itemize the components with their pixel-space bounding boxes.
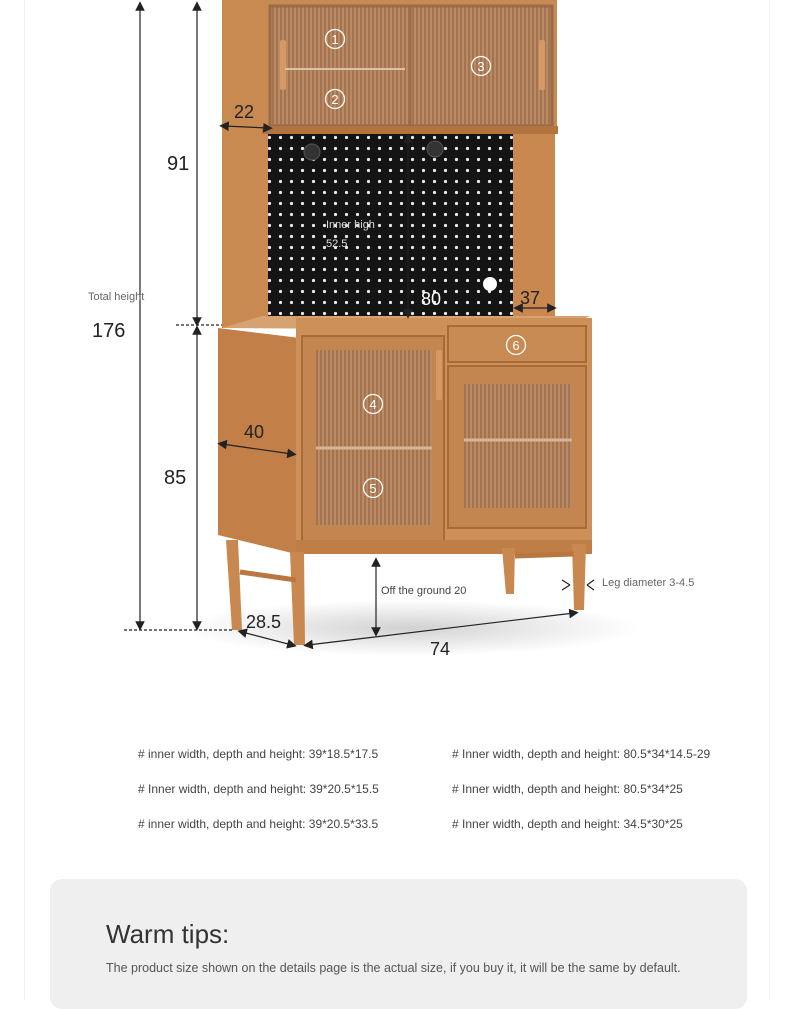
spec-row-1-left: # inner width, depth and height: 39*18.5*17.5: [138, 747, 379, 761]
marker-number: 4: [369, 397, 377, 412]
door-handle: [539, 40, 545, 90]
leg: [572, 544, 586, 610]
leg-diameter-text: Leg diameter 3-4.5: [602, 577, 695, 589]
lower-height-value: 85: [164, 467, 187, 489]
inner-high-label: Inner high: [326, 219, 375, 231]
marker-number: 6: [512, 338, 520, 353]
ground-clearance-label: [381, 585, 466, 597]
marker-number: 2: [331, 92, 339, 107]
door-handle: [436, 350, 442, 400]
spec-row-2-left: # Inner width, depth and height: 39*20.5*15.5: [138, 782, 379, 796]
lower-depth-value: 40: [244, 422, 265, 442]
upper-side-value: 37: [520, 288, 541, 308]
spec-row-2-right: # Inner width, depth and height: 80.5*34*25: [452, 782, 683, 796]
spec-row-3-left: # inner width, depth and height: 39*20.5*33.5: [138, 817, 379, 831]
total-height-value: 176: [92, 320, 126, 342]
warm-tips-title: Warm tips:: [106, 919, 230, 949]
upper-width-value: 80: [421, 289, 442, 309]
warm-tips-text: The product size shown on the details page is the actual size, if you buy it, it will be the same by default.: [106, 961, 681, 975]
glass-door-lower-left: [316, 350, 432, 525]
inner-high-value: 52.5: [326, 238, 348, 250]
door-handle: [280, 40, 286, 90]
warm-tips-box: [50, 879, 747, 1009]
light-switch: [483, 277, 497, 291]
upper-height-value: 91: [167, 153, 190, 175]
lower-width-value: 74: [430, 639, 451, 659]
marker-number: 3: [477, 59, 485, 74]
upper-hutch: [222, 0, 590, 330]
ground-clearance-text: Off the ground 20: [381, 585, 467, 597]
leg-depth-value: 28.5: [246, 612, 282, 632]
glass-door-left: [270, 6, 412, 126]
spec-row-3-right: # Inner width, depth and height: 34.5*30*25: [452, 817, 683, 831]
glass-door-lower-right: [464, 384, 572, 508]
marker-number: 5: [369, 481, 377, 496]
marker-number: 1: [331, 32, 339, 47]
leg: [502, 548, 515, 594]
leg-diameter-label: [602, 577, 694, 589]
spec-row-1-right: # Inner width, depth and height: 80.5*34*14.5-29: [452, 747, 711, 761]
upper-depth-value: 22: [234, 102, 255, 122]
total-height-label: Total height: [88, 291, 145, 303]
pegboard: [268, 134, 516, 316]
